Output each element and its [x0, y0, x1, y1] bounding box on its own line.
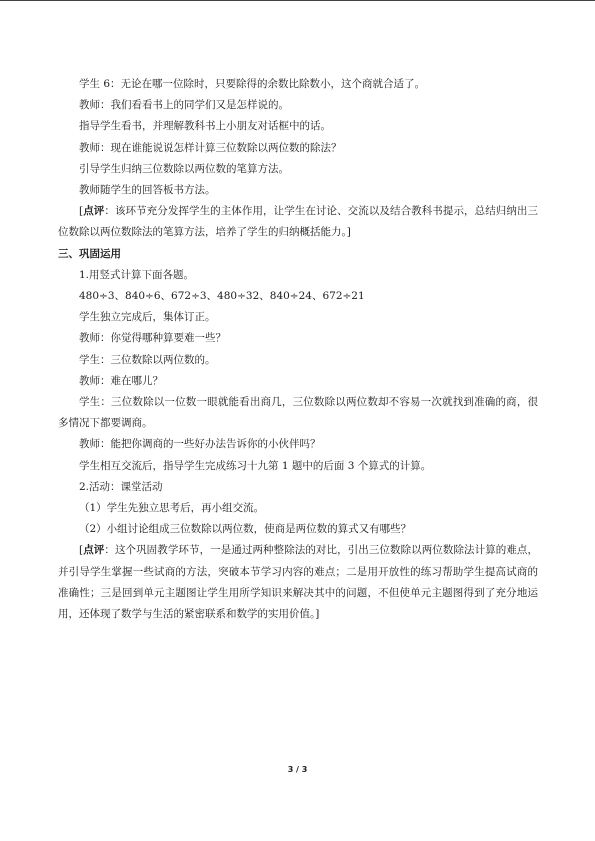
paragraph: （1）学生先独立思考后，再小组交流。: [79, 502, 265, 515]
paragraph: 教师：你觉得哪种算要难一些？: [79, 332, 226, 345]
paragraph: 学生独立完成后，集体订正。: [79, 311, 216, 324]
paragraph: 学生 6：无论在哪一位除时，只要除得的余数比除数小，这个商就合适了。: [79, 78, 426, 90]
paragraph: 1.用竖式计算下面各题。: [79, 268, 195, 281]
paragraph: （2）小组讨论组成三位数除以两位数，使商是两位数的算式又有哪些？: [79, 523, 412, 536]
paragraph: 2.活动：课堂活动: [79, 480, 163, 493]
paragraph: 教师随学生的回答板书方法。: [79, 184, 216, 197]
paragraph: 学生：三位数除以一位数一眼就能看出商几，三位数除以两位数却不容易一次就找到准确的商，很多情况下都要调商。: [58, 396, 538, 430]
header-rule: [0, 0, 595, 1]
comment-text: ：这个巩固教学环节，一是通过两种整除法的对比，引出三位数除以两位数除法计算的难点，并引导学生掌握一些试商的方法，突破本节学习内容的难点；二是用开放性的练习帮助学生提高试商的准确性；三是回到单元主题图让学生用所学知识来解决其中的问题，不但使单元主题图得到了充分地运用，还体现了数学与生活的紧密联系和数学的实用价值。]: [58, 544, 539, 621]
paragraph: 教师：我们看看书上的同学们又是怎样说的。: [79, 99, 289, 112]
paragraph: 指导学生看书，并理解教科书上小朋友对话框中的话。: [79, 120, 331, 133]
paragraph: 学生相互交流后，指导学生完成练习十九第 1 题中的后面 3 个算式的计算。: [79, 459, 432, 472]
comment-open-bracket: [: [79, 205, 84, 218]
paragraph: 学生：三位数除以两位数的。: [79, 353, 216, 366]
paragraph: 教师：难在哪儿？: [79, 374, 163, 387]
comment-label: 点评: [83, 205, 105, 218]
paragraph: 引导学生归纳三位数除以两位数的笔算方法。: [79, 162, 289, 175]
page-number: 3 / 3: [287, 765, 308, 774]
comment-paragraph: [58, 201, 538, 243]
comment-paragraph: [58, 540, 538, 625]
document-body: [58, 74, 538, 625]
paragraph: 教师：能把你调商的一些好办法告诉你的小伙伴吗？: [79, 438, 321, 451]
section-heading: 三、巩固运用: [58, 247, 121, 260]
comment-label: 点评: [83, 544, 105, 557]
paragraph: 480÷3、840÷6、672÷3、480÷32、840÷24、672÷21: [79, 290, 365, 303]
comment-text: ：该环节充分发挥学生的主体作用，让学生在讨论、交流以及结合教科书提示，总结归纳出三位数除以两位数除法的笔算方法，培养了学生的归纳概括能力。]: [58, 205, 539, 239]
paragraph: 教师：现在谁能说说怎样计算三位数除以两位数的除法？: [79, 141, 342, 154]
comment-open-bracket: [: [79, 544, 84, 557]
